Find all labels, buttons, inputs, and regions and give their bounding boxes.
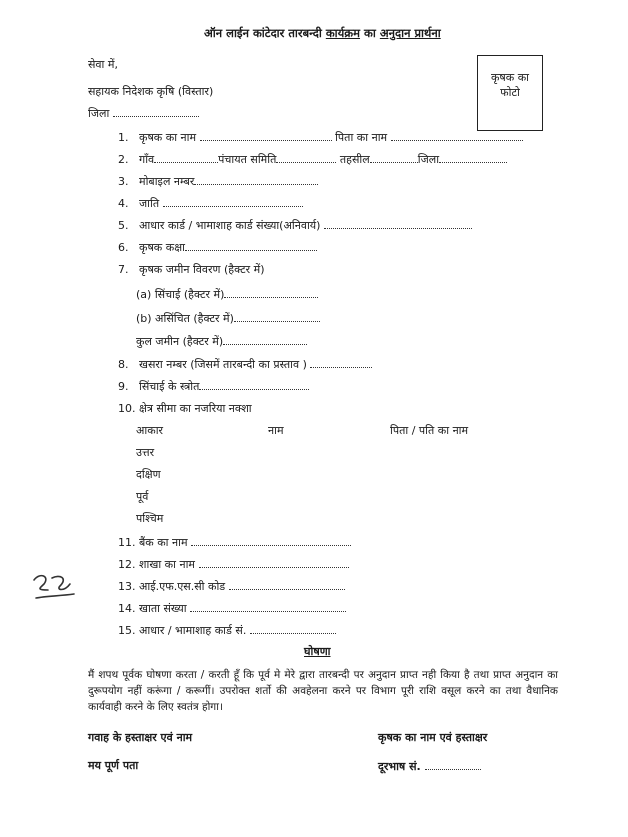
witness-signature-label: गवाह के हस्ताक्षर एवं नाम (88, 731, 193, 744)
title-part-1: ऑन लाईन कांटेदार तारबन्दी (204, 26, 326, 40)
unirrigated-field[interactable] (234, 311, 320, 322)
unirrigated-label: (b) असिंचित (हैक्टर में) (136, 312, 234, 325)
field-row-11 (118, 535, 351, 550)
phone-line (378, 759, 481, 774)
tehsil-label: तहसील (339, 153, 370, 166)
addressee: सहायक निदेशक कृषि (विस्तार) (88, 85, 214, 98)
boundary-map-label: क्षेत्र सीमा का नजरिया नक्शा (139, 402, 252, 415)
map-header-shape: आकार (136, 424, 164, 437)
field-number: 10. (118, 402, 136, 415)
district-line (88, 106, 199, 121)
photo-box-line-2: फोटो (500, 86, 520, 99)
field-number: 12. (118, 558, 136, 571)
field-row-10 (118, 402, 252, 416)
field-row-4 (118, 196, 303, 211)
map-header-father: पिता / पति का नाम (390, 424, 469, 437)
title-part-3: का (360, 26, 380, 40)
irrigated-field[interactable] (224, 287, 318, 298)
ifsc-field[interactable] (229, 579, 345, 590)
branch-name-field[interactable] (199, 557, 349, 568)
field-number: 2. (118, 153, 129, 166)
district-field[interactable] (113, 106, 199, 117)
field-number: 9. (118, 380, 129, 393)
field-row-7 (118, 263, 265, 277)
village-field[interactable] (154, 152, 218, 163)
total-land-field[interactable] (223, 334, 307, 345)
field-row-1 (118, 130, 523, 145)
father-name-field[interactable] (391, 130, 523, 141)
direction-west: पश्चिम (136, 512, 164, 525)
phone-field[interactable] (425, 759, 481, 770)
form-title (204, 26, 441, 40)
field-number: 14. (118, 602, 136, 615)
title-part-2: कार्यक्रम (325, 26, 361, 40)
field-number: 3. (118, 175, 129, 188)
village-label: गॉंव (139, 153, 155, 166)
account-number-label: खाता संख्या (139, 602, 187, 615)
field-row-15 (118, 623, 336, 638)
direction-east: पूर्व (136, 490, 149, 503)
salutation: सेवा में, (88, 58, 118, 71)
farmer-name-label: कृषक का नाम (139, 131, 197, 144)
total-land-label: कुल जमीन (हैक्टर में) (136, 335, 224, 348)
aadhaar-bhamashah-label: आधार / भामाशाह कार्ड सं. (139, 624, 247, 637)
field-number: 1. (118, 131, 129, 144)
field-row-7a (136, 287, 318, 302)
field-row-13 (118, 579, 345, 594)
full-address-label: मय पूर्ण पता (88, 759, 139, 772)
title-part-4: अनुदान प्रार्थना (379, 26, 441, 40)
district-label: जिला (88, 107, 110, 120)
field-number: 7. (118, 263, 129, 276)
map-header-name: नाम (268, 424, 284, 437)
irrigation-source-label: सिंचाई के स्त्रोत (139, 380, 200, 393)
photo-box-line-1: कृषक का (490, 71, 530, 84)
farmer-class-label: कृषक कक्षा (139, 241, 185, 254)
farmer-signature-label: कृषक का नाम एवं हस्ताक्षर (378, 731, 488, 744)
farmer-class-field[interactable] (185, 240, 317, 251)
bank-name-field[interactable] (191, 535, 351, 546)
tehsil-field[interactable] (370, 152, 418, 163)
field-number: 11. (118, 536, 136, 549)
field-row-14 (118, 601, 346, 616)
father-name-label: पिता का नाम (335, 131, 388, 144)
field-number: 8. (118, 358, 129, 371)
account-number-field[interactable] (190, 601, 346, 612)
field-number: 4. (118, 197, 129, 210)
branch-name-label: शाखा का नाम (139, 558, 195, 571)
district-field-2[interactable] (439, 152, 507, 163)
khasra-label: खसरा नम्बर (जिसमें तारबन्दी का प्रस्ताव ) (139, 358, 307, 371)
bank-name-label: बैंक का नाम (139, 536, 188, 549)
field-row-9 (118, 379, 309, 394)
panchayat-field[interactable] (276, 152, 336, 163)
field-number: 13. (118, 580, 136, 593)
field-row-6 (118, 240, 317, 255)
aadhaar-field[interactable] (324, 218, 472, 229)
irrigated-label: (a) सिंचाई (हैक्टर में) (136, 288, 225, 301)
field-number: 6. (118, 241, 129, 254)
photo-box (477, 55, 543, 131)
handwritten-mark (30, 570, 76, 604)
field-row-3 (118, 174, 318, 189)
field-number: 15. (118, 624, 136, 637)
aadhaar-label: आधार कार्ड / भामाशाह कार्ड संख्या(अनिवार्य) (139, 219, 321, 232)
field-number: 5. (118, 219, 129, 232)
direction-south: दक्षिण (136, 468, 161, 481)
field-row-5 (118, 218, 472, 233)
mobile-field[interactable] (194, 174, 318, 185)
field-row-7c (136, 334, 307, 349)
ifsc-label: आई.एफ.एस.सी कोड (139, 580, 226, 593)
direction-north: उत्तर (136, 446, 155, 459)
district-label-2: जिला (417, 153, 440, 166)
aadhaar-bhamashah-field[interactable] (250, 623, 336, 634)
caste-label: जाति (139, 197, 160, 210)
field-row-2 (118, 152, 507, 167)
field-row-12 (118, 557, 349, 572)
phone-label: दूरभाष सं. (378, 760, 421, 773)
field-row-8 (118, 357, 372, 372)
land-details-label: कृषक जमीन विवरण (हैक्टर में) (139, 263, 265, 276)
panchayat-label: पंचायत समिति (218, 153, 277, 166)
caste-field[interactable] (163, 196, 303, 207)
farmer-name-field[interactable] (200, 130, 332, 141)
mobile-label: मोबाइल नम्बर (139, 175, 195, 188)
khasra-field[interactable] (310, 357, 372, 368)
declaration-heading: घोषणा (304, 645, 331, 658)
irrigation-source-field[interactable] (199, 379, 309, 390)
field-row-7b (136, 311, 320, 326)
declaration-text: मैं शपथ पूर्वक घोषणा करता / करती हूँ कि पूर्व मे मेरे द्वारा तारबन्दी पर अनुदान प्राप्त नही किया है तथा प्राप्त अनुदान का दुरूपयोग नहीं करूंगा / करूगीं। उपरोक्त शर्तो की अवहेलना करने पर विभाग पूरी राशि वसूल करने का तथा वैधानिक कार्यवाही करने के लिए स्वतंत्र होगा। (88, 669, 558, 713)
